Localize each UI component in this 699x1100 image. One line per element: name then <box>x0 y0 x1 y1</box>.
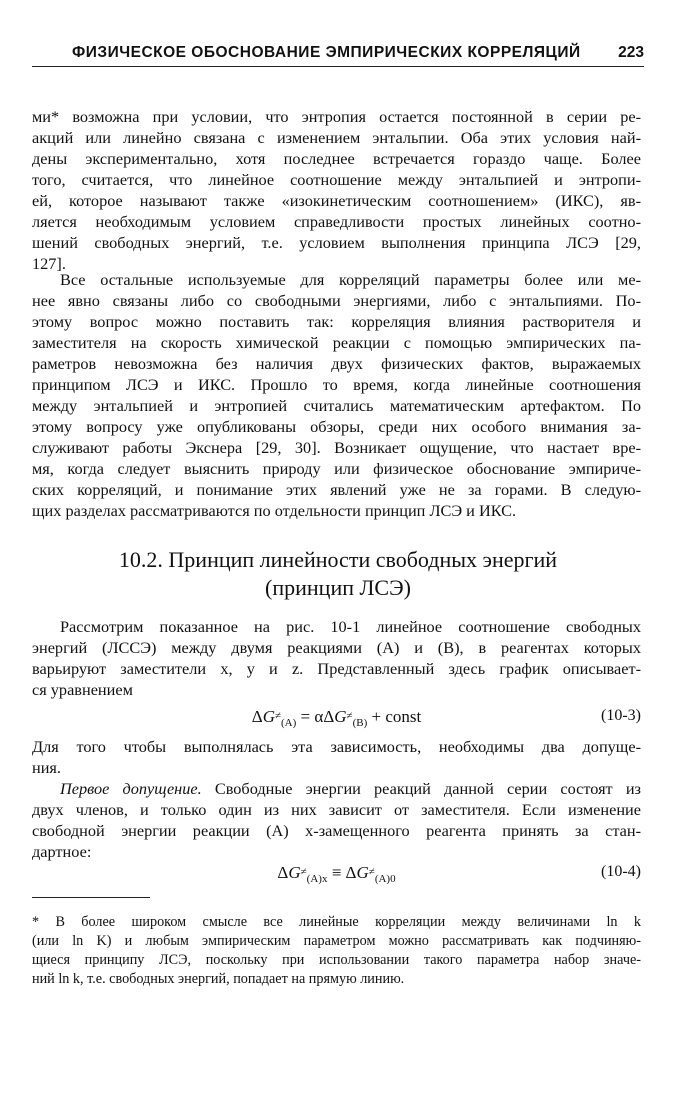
text-line: дены экспериментально, хотя последнее встречается гораздо чаще. Более <box>32 149 641 168</box>
text-line: ми* возможна при условии, что энтропия остается постоянной в серии ре- <box>32 107 641 126</box>
section-title-line-2: (принцип ЛСЭ) <box>265 575 411 600</box>
text-line: ей, которое называют также «изокинетическим соотношением» (ИКС), яв- <box>32 191 641 210</box>
running-header-title: ФИЗИЧЕСКОЕ ОБОСНОВАНИЕ ЭМПИРИЧЕСКИХ КОРРЕЛЯЦИЙ <box>72 44 581 61</box>
text-line: между энтальпией и энтропией считались математическим артефактом. По <box>32 396 641 415</box>
text-line: Рассмотрим показанное на рис. 10-1 линейное соотношение свободных <box>60 617 641 636</box>
text-line: принципом ЛСЭ и ИКС. Прошло то время, когда линейные соотношения <box>32 375 641 394</box>
text-line: акций или линейно связана с изменением энтальпии. Оба этих условия най- <box>32 128 641 147</box>
footnote-line: ний ln k, т.е. свободных энергий, попадает на прямую линию. <box>32 971 405 987</box>
footnote-rule <box>32 897 150 898</box>
text-line: нее явно связаны либо со свободными энергиями, либо с энтальпиями. По- <box>32 291 641 310</box>
text-line: заместителя на скорость химической реакции с помощью эмпирических па- <box>32 333 641 352</box>
text-line: Первое допущение. Свободные энергии реакций данной серии состоят из <box>60 779 641 798</box>
equation-10-3 <box>32 704 641 728</box>
header-rule <box>32 66 644 67</box>
text-line: варьируют заместители x, y и z. Представленный здесь график описывает- <box>32 659 641 678</box>
text-line: этому вопрос можно поставить так: корреляция влияния растворителя и <box>32 312 641 331</box>
footnote-line: (или ln K) и любым эмпирическим параметром можно рассматривать как подчиняю- <box>32 933 641 949</box>
italic-lead: Первое допущение. <box>60 779 202 798</box>
equation-number: (10-4) <box>601 863 641 880</box>
page-number: 223 <box>618 44 644 61</box>
text-line: того, считается, что линейное соотношение между энтальпией и энтропи- <box>32 170 641 189</box>
text-line: шений свободных энергий, т.е. условием выполнения принципа ЛСЭ [29, <box>32 233 641 252</box>
equation-number: (10-3) <box>601 707 641 724</box>
text-line: 127]. <box>32 254 66 273</box>
text-line: Все остальные используемые для корреляций параметры более или ме- <box>60 270 641 289</box>
equation-body: $\Delta G_{\ne(A)} = \alpha\Delta G_{\ne(B)}$ + const <box>251 707 422 729</box>
equation-10-4 <box>32 860 641 884</box>
text-line: свободной энергии реакции (А) x-замещенного реагента принять за стан- <box>32 821 641 840</box>
text-line: ся уравнением <box>32 680 133 699</box>
footnote-line: * В более широком смысле все линейные корреляции между величинами ln k <box>32 914 641 930</box>
text-line: раметров невозможна без наличия двух физических фактов, выражаемых <box>32 354 641 373</box>
text-line: ния. <box>32 758 61 777</box>
text-line: ских корреляций, и понимание этих явлений уже не за горами. В следую- <box>32 480 641 499</box>
equation-body: $\Delta G_{\ne(A)x} \equiv \Delta G_{\ne(A)0}$ <box>277 863 396 885</box>
text-line: ляется необходимым условием справедливости простых линейных соотно- <box>32 212 641 231</box>
text-line: энергий (ЛССЭ) между двумя реакциями (А) и (В), в реагентах которых <box>32 638 641 657</box>
footnote-line: щиеся принципу ЛСЭ, поскольку при использовании такого параметра набор значе- <box>32 952 641 968</box>
text-line: служивают работы Экснера [29, 30]. Возникает ощущение, что настает вре- <box>32 438 641 457</box>
text-line: этому вопросу уже опубликованы обзоры, среди них особого внимания за- <box>32 417 641 436</box>
text-line: двух членов, и только один из них зависит от заместителя. Если изменение <box>32 800 641 819</box>
text-line: Для того чтобы выполнялась эта зависимость, необходимы два допуще- <box>32 737 641 756</box>
text-line: щих разделах рассматриваются по отдельности принцип ЛСЭ и ИКС. <box>32 501 517 520</box>
text-line: дартное: <box>32 842 92 861</box>
running-header <box>32 44 644 66</box>
section-title-line-1: 10.2. Принцип линейности свободных энергий <box>118 547 558 572</box>
text-line: мя, когда следует выяснить природу или физическое обоснование эмпириче- <box>32 459 641 478</box>
